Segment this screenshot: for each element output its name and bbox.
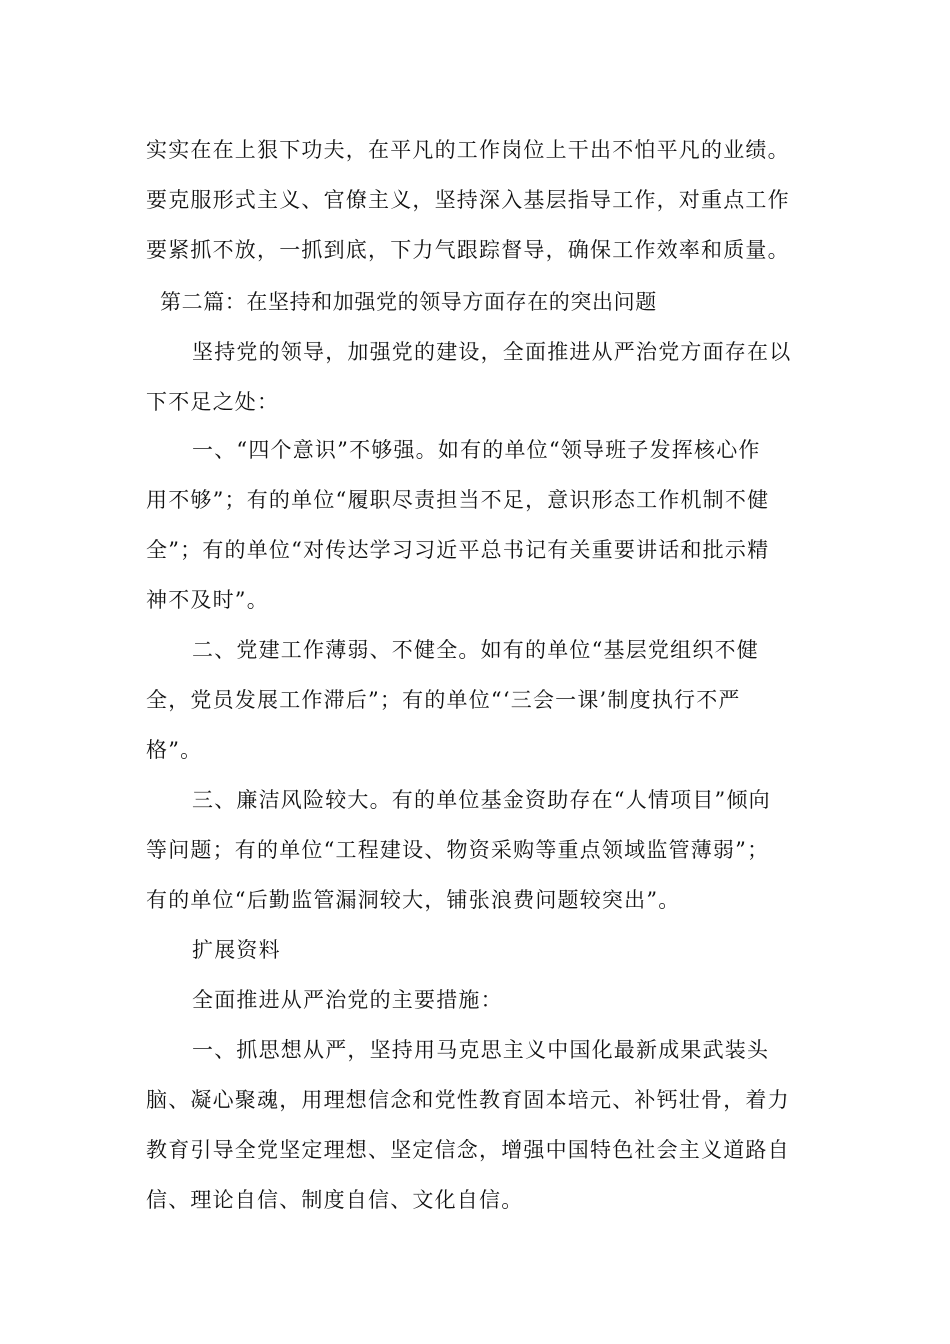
body-text-line: 全面推进从严治党的主要措施： [192, 988, 503, 1012]
body-text-line: 信、理论自信、制度自信、文化自信。 [146, 1188, 524, 1212]
body-text-line: 三、廉洁风险较大。有的单位基金资助存在“人情项目”倾向 [192, 788, 771, 812]
body-text-line: 一、抓思想从严，坚持用马克思主义中国化最新成果武装头 [192, 1038, 770, 1062]
body-text-line: 坚持党的领导，加强党的建设，全面推进从严治党方面存在以 [192, 340, 792, 364]
body-text-line: 一、“四个意识”不够强。如有的单位“领导班子发挥核心作 [192, 438, 761, 462]
extended-material-heading: 扩展资料 [192, 938, 281, 962]
body-text-line: 用不够”；有的单位“履职尽责担当不足，意识形态工作机制不健 [146, 488, 770, 512]
body-text-line: 全”；有的单位“对传达学习习近平总书记有关重要讲话和批示精 [146, 538, 770, 562]
body-text-line: 等问题；有的单位“工程建设、物资采购等重点领域监管薄弱”； [146, 838, 770, 862]
body-text-line: 要紧抓不放，一抓到底，下力气跟踪督导，确保工作效率和质量。 [146, 238, 790, 262]
body-text-line: 要克服形式主义、官僚主义，坚持深入基层指导工作，对重点工作 [146, 188, 790, 212]
body-text-line: 全，党员发展工作滞后”；有的单位“‘三会一课’制度执行不严 [146, 688, 741, 712]
body-text-line: 下不足之处： [146, 390, 280, 414]
section-heading: 第二篇：在坚持和加强党的领导方面存在的突出问题 [160, 290, 657, 314]
body-text-line: 神不及时”。 [146, 588, 269, 612]
body-text-line: 二、党建工作薄弱、不健全。如有的单位“基层党组织不健 [192, 638, 759, 662]
body-text-line: 格”。 [146, 738, 203, 762]
body-text-line: 实实在在上狠下功夫，在平凡的工作岗位上干出不怕平凡的业绩。 [146, 138, 790, 162]
body-text-line: 脑、凝心聚魂，用理想信念和党性教育固本培元、补钙壮骨，着力 [146, 1088, 790, 1112]
body-text-line: 有的单位“后勤监管漏洞较大，铺张浪费问题较突出”。 [146, 888, 681, 912]
body-text-line: 教育引导全党坚定理想、坚定信念，增强中国特色社会主义道路自 [146, 1138, 790, 1162]
